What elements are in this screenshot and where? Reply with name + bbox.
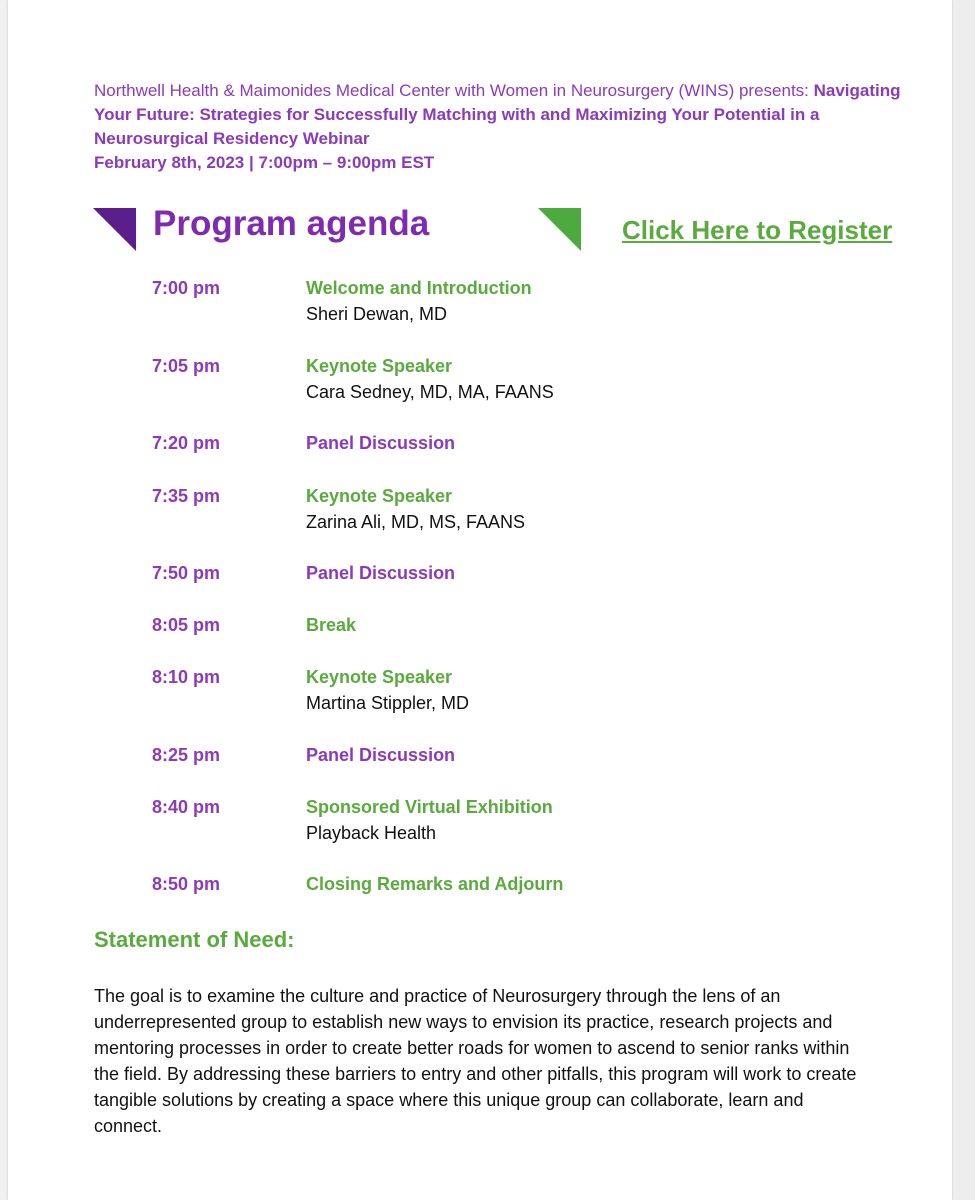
agenda-title: Sponsored Virtual Exhibition (306, 797, 553, 817)
agenda-speaker: Zarina Ali, MD, MS, FAANS (306, 512, 526, 532)
agenda-speaker: Sheri Dewan, MD (306, 304, 448, 324)
register-link[interactable]: Click Here to Register (622, 215, 893, 245)
agenda-title: Keynote Speaker (306, 486, 453, 506)
intro-organizers: Northwell Health & Maimonides Medical Center with Women in Neurosurgery (WINS) presents: (94, 81, 814, 100)
agenda-title: Panel Discussion (306, 745, 456, 765)
agenda-speaker: Cara Sedney, MD, MA, FAANS (306, 382, 554, 402)
agenda-time: 7:35 pm (152, 486, 221, 506)
page-edge (956, 0, 975, 1200)
agenda-time: 7:20 pm (152, 433, 221, 453)
agenda-title: Break (306, 615, 357, 635)
agenda-time: 8:10 pm (152, 667, 221, 687)
agenda-time: 8:25 pm (152, 745, 221, 765)
purple-triangle-icon (93, 208, 136, 251)
event-date: February 8th, 2023 | 7:00pm – 9:00pm EST (94, 153, 435, 172)
agenda-time: 8:50 pm (152, 874, 221, 894)
agenda-title: Welcome and Introduction (306, 278, 532, 298)
statement-heading: Statement of Need: (94, 927, 295, 952)
green-triangle-icon (538, 208, 581, 251)
agenda-title: Panel Discussion (306, 433, 456, 453)
agenda-title: Closing Remarks and Adjourn (306, 874, 564, 894)
agenda-speaker: Martina Stippler, MD (306, 693, 470, 713)
agenda-title: Keynote Speaker (306, 667, 453, 687)
webinar-title: Navigating Your Future: Strategies for Successfully Matching with and Maximizing Your Potential in a Neurosurgical Residency Webinar (94, 81, 901, 148)
agenda-time: 7:00 pm (152, 278, 221, 298)
agenda-speaker: Playback Health (306, 823, 437, 843)
agenda-time: 7:50 pm (152, 563, 221, 583)
agenda-time: 7:05 pm (152, 356, 221, 376)
agenda-time: 8:40 pm (152, 797, 221, 817)
agenda-heading: Program agenda (153, 204, 430, 243)
agenda-title: Panel Discussion (306, 563, 456, 583)
event-intro (94, 79, 914, 175)
statement-body: The goal is to examine the culture and practice of Neurosurgery through the lens of an underrepresented group to establish new ways to envision its practice, research projects and mentoring processes in order to create better roads for women to ascend to senior ranks within the field. By addressing these barriers to entry and other pitfalls, this program will work to create tangible solutions by creating a space where this unique group can collaborate, learn and connect. (94, 986, 857, 1136)
agenda-title: Keynote Speaker (306, 356, 453, 376)
agenda-time: 8:05 pm (152, 615, 221, 635)
